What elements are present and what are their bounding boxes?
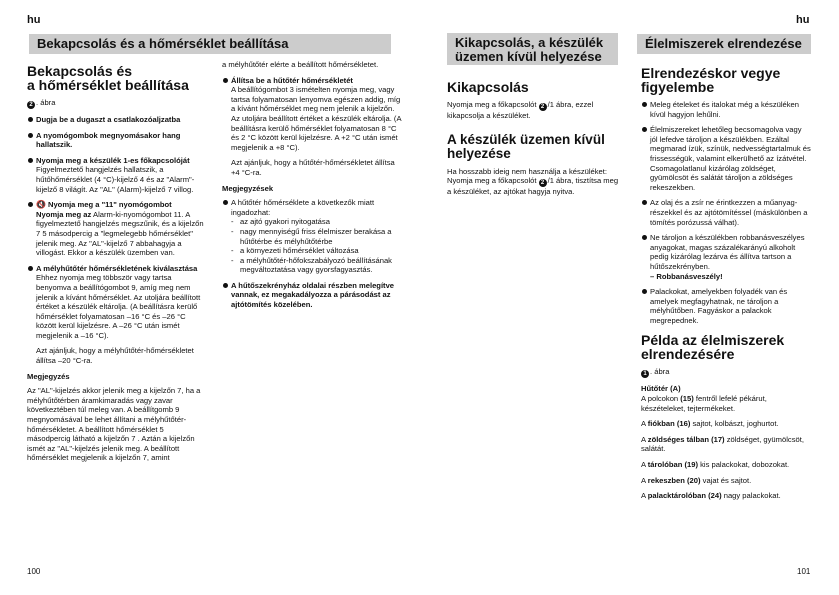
text-part: kis palackokat, dobozokat.	[697, 460, 790, 470]
bullet-item	[27, 115, 207, 125]
heading-line: a hőmérséklet beállítása	[27, 77, 189, 93]
section-bar-food-arrangement: Élelmiszerek elrendezése	[637, 34, 811, 54]
bullet-text: Palackokat, amelyekben folyadék van és amelyek megfagyhatnak, ne tároljon a mélyhűtőben. Fagyáskor a palackok megrepednek.	[650, 287, 788, 325]
bullet-text: Ne tároljon a készülékben robbanásveszélyes anyagokat, magas százalékarányú alkoholt pedig kizárólag lezárva és állítva tartson a hűtőszekrényben.	[650, 233, 805, 271]
figure-label: . ábra	[650, 367, 670, 377]
warning-text: – Robbanásveszély!	[650, 271, 723, 281]
text-bold: (15)	[680, 394, 694, 404]
figure-number-icon: 2	[539, 103, 547, 111]
language-label-right: hu	[796, 14, 810, 26]
bullet-item	[222, 198, 402, 217]
note-text: Az "AL"-kijelzés akkor jelenik meg a kijelzőn 7, ha a mélyhűtőtérben áramkimaradás vagy zavar következtében túl meleg van. A beállítgomb 9 megnyomásával be lehet állítani a mélyhűtőtér-hőmérsékletet. A beállított hőmérséklet 5 másodpercig látható a kijelzőn 7 . Aztán a kijelzőn ismét az "AL"-kijelzés jelenik meg. A beállított hőmérséklet megjelenik a kijelzőn 7, amint	[27, 386, 201, 463]
bullet-item	[27, 131, 207, 150]
heading-out-of-service	[447, 133, 622, 161]
dash-item: - a környezeti hőmérséklet változása	[222, 246, 402, 256]
bullet-text: Dugja be a dugaszt a csatlakozóaljzatba	[36, 115, 181, 124]
speaker-off-icon: 🔇	[36, 200, 46, 210]
text-part: Nyomja meg a főkapcsolót	[447, 176, 539, 186]
section-bar-line: Kikapcsolás, a készülék	[455, 35, 604, 50]
bullet-text: Alarm-ki-nyomógombot 11. A figyelmeztető hangjelzés megszűnik, és a kijelzőn 7 5 másodpercig a "legmelegebb hőmérséklet" jelenik meg. Az "AL"-kijelző 7 abbahagyja a villogást. Ekkor a készülék üzemben van.	[36, 209, 204, 258]
bullet-text: A hűtőtér hőmérséklete a következők miatt ingadozhat:	[231, 198, 375, 217]
fridge-heading: Hűtőtér (A)	[641, 384, 681, 394]
bullet-text: Ehhez nyomja meg többször vagy tartsa benyomva a beállítógombot 9, amíg meg nem jelenik a kívánt hőmérséklet. Az utoljára beállított értéket a készülék eltárolja. (A beállításra kerülő hőmérséklet folyamatosan –16 °C és –26 °C között kerül kijelzésre. A –26 °C után ismét megjelenik a –16 °C).	[36, 273, 201, 340]
bullet-text: A hűtőszekrényház oldalai részben melegítve vannak, ez megakadályozza a párásodást az ajtótömítés közelében.	[231, 280, 395, 310]
bullet-item	[641, 287, 811, 325]
text-part: A	[641, 419, 648, 429]
arrangement-item	[641, 476, 811, 486]
bullet-title: A mélyhűtőtér hőmérsékletének kiválasztása	[36, 263, 198, 273]
heading-switch-off: Kikapcsolás	[447, 79, 529, 95]
heading-line: elrendezésére	[641, 346, 735, 363]
bullet-item	[641, 233, 811, 281]
arrangement-item	[641, 435, 811, 454]
page-number-right: 101	[797, 567, 811, 576]
text-part: A	[641, 475, 648, 485]
section-bar-switch-off	[447, 33, 618, 65]
heading-line: helyezése	[447, 145, 511, 161]
bullet-item	[27, 156, 207, 194]
figure-label: . ábra	[36, 98, 56, 107]
bullet-item	[27, 200, 207, 258]
text-part: /1 ábra, tisztítsa meg a készüléket, az ajtókat hagyja nyitva.	[447, 176, 619, 197]
heading-line: Elrendezéskor vegye	[641, 65, 781, 81]
text-part: zöldséget, gyümölcsöt, salátát.	[641, 434, 804, 454]
section-bar-switch-on: Bekapcsolás és a hőmérséklet beállítása	[29, 34, 391, 54]
recommendation-text: Azt ajánljuk, hogy a mélyhűtőtér-hőmérsékletet állítsa –20 °C-ra.	[36, 346, 194, 366]
heading-arrangement-example	[641, 333, 811, 361]
arrangement-item	[641, 460, 811, 470]
arrangement-item	[641, 419, 811, 429]
figure-number-icon: 2	[27, 101, 35, 109]
continuation-text: a mélyhűtőtér elérte a beállított hőmérsékletet.	[222, 60, 379, 69]
text-bold: palacktárolóban (24)	[647, 491, 722, 501]
heading-line: Példa az élelmiszerek	[641, 332, 785, 349]
figure-reference	[27, 98, 207, 109]
bullet-item	[222, 76, 402, 153]
figure-reference	[641, 367, 811, 378]
bullet-title: Nyomja meg a készülék 1-es főkapcsolóját	[36, 155, 190, 165]
bullet-title-inline: Nyomja meg az	[36, 209, 92, 219]
heading-arrangement-notes	[641, 66, 811, 94]
text-part: sajtot, kolbászt, joghurtot.	[690, 419, 779, 429]
bullet-text: Figyelmeztető hangjelzés hallatszik, a hűtőhőmérséklet (4 °C)-kijelző 4 és az "Alarm"-kijelző 8 világít. Az "AL" (Alarm)-kijelző 7 villog.	[36, 165, 195, 194]
bullet-text: Az olaj és a zsír ne érintkezzen a műanyag-részekkel és az ajtótömítéssel (máskülönben a tömítés porózussá válhat).	[650, 198, 808, 227]
text-part: nagy palackokat.	[721, 491, 781, 501]
page-number-left: 100	[27, 567, 41, 576]
heading-switch-on	[27, 64, 207, 92]
switch-off-text	[447, 100, 622, 121]
left-page-column-2	[222, 60, 402, 316]
notes-heading: Megjegyzések	[222, 183, 274, 193]
bullet-text: Élelmiszereket lehetőleg becsomagolva vagy jól lefedve tároljon a készülékben. Ezáltal megmarad ízük, színük, nedvességtartalmuk és frissességük, valamint elkerülhető az ízátvétel. Csomagolatlanul kizárólag zöldséget, gyümölcsöt és salátát tároljon a zöldséges rekeszekben.	[650, 125, 811, 192]
dash-item: - nagy mennyiségű friss élelmiszer berakása a hűtőtérbe és mélyhűtőtérbe	[222, 227, 402, 246]
text-part: A	[641, 491, 648, 501]
bullet-item	[27, 264, 207, 341]
text-bold: tárolóban (19)	[647, 460, 698, 470]
bullet-text: A nyomógombok megnyomásakor hang hallatszik.	[36, 130, 181, 150]
bullet-title: Nyomja meg a "11" nyomógombot	[47, 200, 172, 210]
text-bold: rekeszben (20)	[647, 475, 701, 485]
right-page-column-1	[447, 80, 622, 197]
bullet-item	[641, 198, 811, 227]
dash-item: - a mélyhűtőtér-hőfokszabályozó beállításának megváltoztatása vagy gyorsfagyasztás.	[222, 256, 402, 275]
text-part: Nyomja meg a főkapcsolót	[447, 100, 539, 109]
recommendation-text: Azt ajánljuk, hogy a hűtőtér-hőmérsékletet állítsa +4 °C-ra.	[231, 158, 395, 177]
out-of-service-text: Ha hosszabb ideig nem használja a készüléket:	[447, 166, 607, 176]
left-page-column-1	[27, 64, 207, 469]
text-part: fentről lefelé pékárut, készételeket, tejtermékeket.	[641, 394, 767, 413]
out-of-service-text	[447, 176, 622, 197]
heading-line: figyelembe	[641, 79, 715, 95]
bullet-text: Meleg ételeket és italokat még a készüléken kívül hagyjon lehűlni.	[650, 100, 800, 119]
bullet-text: A beállítógombot 3 ismételten nyomja meg, vagy tartsa folyamatosan lenyomva egészen addig, míg a kívánt hőmérséklet meg nem jelenik a kijelzőn. Az utoljára beállított értéket a készülék eltárolja. (A beállításra kerülő hőmérséklet folyamatosan 8 °C és 2 °C között kerül kijelzésre. A +2 °C után ismét megjelenik a +8 °C).	[231, 85, 402, 152]
arrangement-item	[641, 394, 811, 413]
bullet-item	[641, 125, 811, 192]
text-bold: fiókban (16)	[647, 419, 691, 429]
text-part: vajat és sajtot.	[700, 475, 752, 485]
bullet-title: Állítsa be a hűtőtér hőmérsékletét	[231, 75, 353, 85]
text-part: A	[641, 434, 648, 444]
language-label-left: hu	[27, 14, 41, 26]
section-bar-line: üzemen kívül helyezése	[455, 49, 602, 64]
arrangement-item	[641, 491, 811, 501]
bullet-item	[641, 100, 811, 119]
bullet-item	[222, 281, 402, 310]
right-page-column-2	[641, 66, 811, 507]
text-part: A	[641, 460, 648, 470]
text-part: A polcokon	[641, 394, 681, 404]
text-bold: zöldséges tálban (17)	[647, 434, 725, 444]
dash-item: - az ajtó gyakori nyitogatása	[222, 217, 402, 227]
figure-number-icon: 1	[641, 370, 649, 378]
figure-number-icon: 2	[539, 179, 547, 187]
note-heading: Megjegyzés	[27, 371, 70, 381]
text-part: /1 ábra, ezzel kikapcsolja a készüléket.	[447, 100, 594, 120]
heading-line: A készülék üzemen kívül	[447, 131, 605, 147]
heading-line: Bekapcsolás és	[27, 63, 133, 79]
